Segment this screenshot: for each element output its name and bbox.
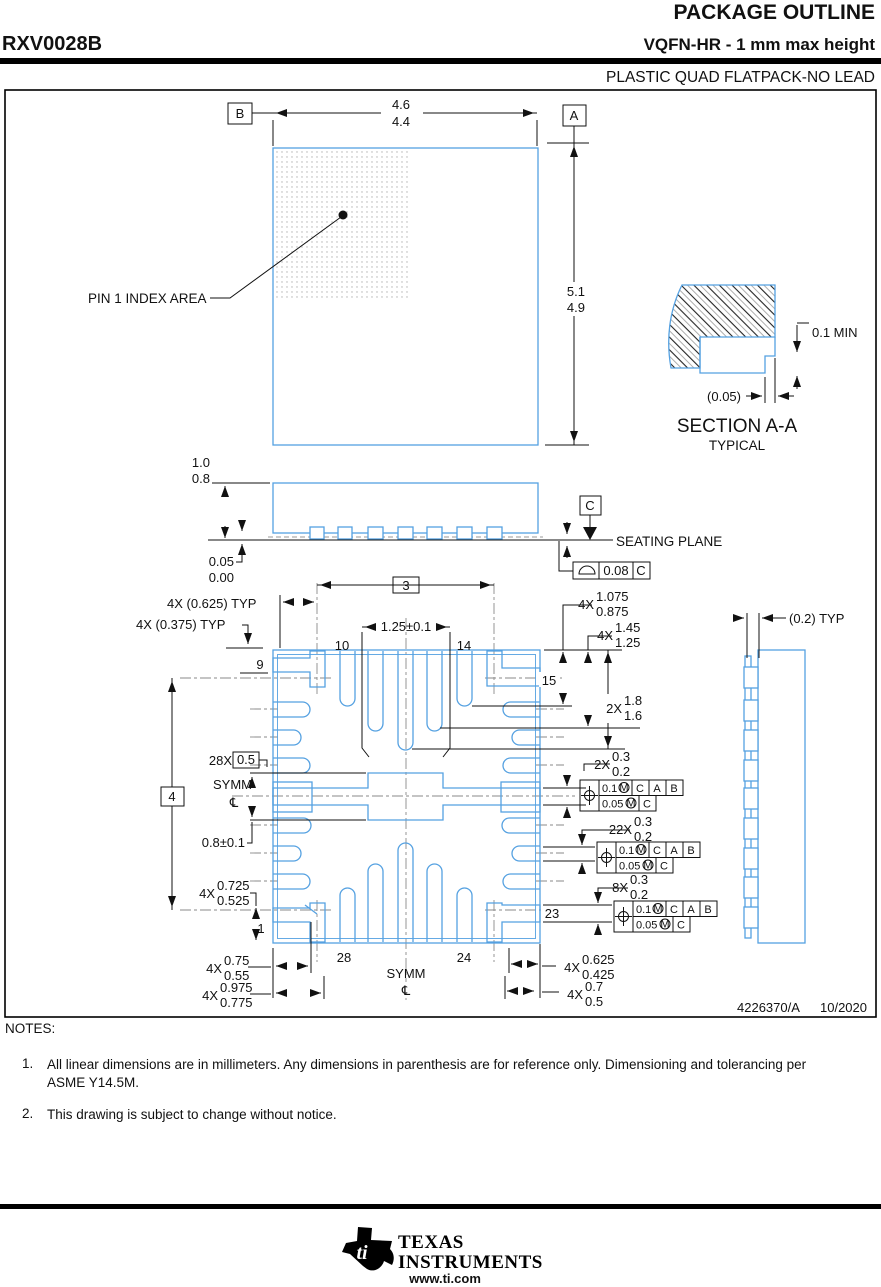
dim-section-lead: (0.05) — [707, 389, 741, 404]
svg-text:22X: 22X — [608, 822, 632, 837]
ti-monogram: ti — [356, 1242, 368, 1264]
notes-section — [5, 1021, 865, 1124]
dim-d5 — [609, 814, 652, 844]
dim-standoff-max: 0.05 — [208, 554, 234, 569]
svg-text:8X: 8X — [612, 880, 628, 895]
dim-d8 — [206, 953, 249, 983]
dim-lead-count: 28X — [208, 753, 232, 768]
svg-text:M: M — [643, 859, 653, 872]
dim-body-height-min: 0.8 — [191, 471, 210, 486]
top-view — [88, 97, 589, 445]
svg-text:M: M — [660, 918, 670, 931]
thermal-pad — [273, 773, 540, 820]
svg-text:0.05: 0.05 — [602, 798, 624, 811]
footer-rule — [0, 1204, 881, 1209]
ti-url: www.ti.com — [409, 1271, 481, 1286]
datum-b-label: B — [235, 106, 245, 121]
note-number: 2. — [22, 1106, 34, 1121]
symm-label-bottom: SYMM — [386, 966, 426, 981]
svg-text:C: C — [653, 845, 661, 857]
side-view — [192, 455, 722, 585]
svg-text:0.1: 0.1 — [619, 845, 635, 857]
drawing-number: 4226370/A — [737, 1000, 800, 1015]
dim-d6 — [612, 872, 648, 902]
right-profile-view — [733, 611, 844, 943]
svg-text:0.3: 0.3 — [612, 749, 631, 764]
datum-a-label: A — [569, 108, 579, 123]
svg-text:0.5: 0.5 — [585, 994, 604, 1009]
svg-text:1.075: 1.075 — [596, 589, 629, 604]
svg-text:A: A — [687, 904, 695, 916]
dim-lead-width: 0.5 — [236, 752, 256, 767]
part-number: RXV0028B — [2, 33, 103, 55]
position-fcf-1 — [580, 780, 683, 811]
svg-text:4X: 4X — [567, 987, 583, 1002]
dim-center-height: 0.8±0.1 — [201, 835, 245, 850]
svg-text:0.625: 0.625 — [582, 952, 615, 967]
seating-plane-symbol-icon — [579, 566, 595, 574]
symm-label-left: SYMM — [213, 777, 252, 792]
texas-map-icon — [342, 1227, 394, 1270]
svg-text:0.05: 0.05 — [619, 860, 641, 873]
dim-d10 — [564, 952, 614, 982]
dim-d11 — [567, 979, 603, 1009]
dim-d1 — [578, 589, 628, 619]
dim-d3 — [597, 693, 655, 723]
dim-basic-height: 4 — [168, 789, 176, 804]
svg-text:M: M — [653, 903, 663, 915]
dim-d2 — [597, 620, 640, 650]
dim-basic-width: 3 — [402, 578, 410, 593]
svg-text:0.55: 0.55 — [224, 968, 250, 983]
dim-d9 — [202, 980, 252, 1010]
position-fcf-2 — [597, 842, 700, 873]
centerline-symbol-bottom: ℄ — [401, 983, 411, 998]
pin-label-9: 9 — [256, 657, 264, 672]
dim-d7 — [199, 878, 249, 908]
brand-word-instruments: INSTRUMENTS — [398, 1252, 543, 1273]
position-fcf-3 — [614, 901, 717, 932]
seating-plane-label: SEATING PLANE — [616, 534, 723, 549]
dim-height-max: 5.1 — [566, 284, 585, 299]
pin-label-1: 1 — [257, 921, 265, 936]
svg-text:C: C — [643, 798, 651, 811]
svg-text:C: C — [636, 783, 644, 795]
svg-text:C: C — [677, 919, 685, 932]
doc-title: PACKAGE OUTLINE — [673, 1, 875, 24]
svg-text:0.775: 0.775 — [220, 995, 253, 1010]
dim-height-min: 4.9 — [566, 300, 585, 315]
pin-label-24: 24 — [456, 950, 472, 965]
dim-d4 — [594, 749, 630, 779]
dim-standoff-min: 0.00 — [208, 570, 234, 585]
svg-text:1.8: 1.8 — [624, 693, 643, 708]
dim-section-step: 0.1 MIN — [812, 325, 858, 340]
note-text: All linear dimensions are in millimeters. Any dimensions in parenthesis are for reference only. Dimensioning and tolerancing per ASME Y14.5M. — [47, 1057, 807, 1090]
svg-text:2X: 2X — [606, 701, 622, 716]
svg-text:0.525: 0.525 — [217, 893, 250, 908]
bottom-view — [136, 577, 717, 1010]
svg-text:0.425: 0.425 — [582, 967, 615, 982]
svg-text:1.6: 1.6 — [624, 708, 643, 723]
section-title: SECTION A-A — [676, 416, 798, 437]
svg-text:0.2: 0.2 — [612, 764, 631, 779]
svg-text:0.3: 0.3 — [630, 872, 649, 887]
pin-label-14: 14 — [456, 638, 472, 653]
dim-width-max: 4.6 — [391, 97, 411, 112]
svg-text:4X: 4X — [564, 960, 580, 975]
package-subtitle: VQFN-HR - 1 mm max height — [643, 35, 875, 54]
note-number: 1. — [22, 1056, 34, 1071]
svg-text:4X: 4X — [206, 961, 222, 976]
pin-label-23: 23 — [544, 906, 560, 921]
pad-corner-15 — [487, 651, 540, 686]
svg-text:0.75: 0.75 — [224, 953, 250, 968]
svg-text:4X: 4X — [597, 628, 613, 643]
svg-text:0.1: 0.1 — [636, 904, 652, 916]
svg-text:A: A — [670, 845, 678, 857]
svg-text:B: B — [687, 845, 695, 857]
notes-heading: NOTES: — [5, 1021, 56, 1036]
section-subtitle: TYPICAL — [708, 438, 766, 453]
svg-text:A: A — [653, 783, 661, 795]
dim-corner-y: 4X (0.375) TYP — [136, 617, 226, 632]
svg-text:4X: 4X — [202, 988, 218, 1003]
svg-text:2X: 2X — [594, 757, 610, 772]
svg-text:M: M — [626, 797, 636, 810]
note-item-2 — [5, 1106, 865, 1124]
svg-text:4X: 4X — [578, 597, 594, 612]
svg-text:C: C — [660, 860, 668, 873]
svg-text:M: M — [619, 782, 629, 794]
svg-text:B: B — [670, 783, 678, 795]
svg-text:M: M — [636, 844, 646, 856]
pin1-index-label: PIN 1 INDEX AREA — [88, 291, 207, 306]
centerline-symbol-left: ℄ — [229, 795, 239, 810]
note-item-1 — [5, 1056, 865, 1092]
brand-word-texas: TEXAS — [398, 1232, 464, 1253]
pin1-index-region — [274, 149, 408, 300]
title-block — [737, 1000, 867, 1015]
svg-text:1.25: 1.25 — [615, 635, 641, 650]
svg-text:0.05: 0.05 — [636, 919, 658, 932]
datum-triangle-icon — [583, 527, 597, 540]
drawing-date: 10/2020 — [820, 1000, 867, 1015]
flatness-datum: C — [636, 563, 646, 578]
pin-label-15: 15 — [541, 673, 557, 688]
svg-text:0.1: 0.1 — [602, 783, 618, 795]
section-hatch-body — [669, 285, 775, 368]
dim-body-height-max: 1.0 — [191, 455, 210, 470]
svg-text:1.45: 1.45 — [615, 620, 641, 635]
svg-text:0.2: 0.2 — [630, 887, 649, 902]
dim-corner-x: 4X (0.625) TYP — [167, 596, 257, 611]
datum-c-label: C — [585, 498, 595, 513]
svg-text:0.875: 0.875 — [596, 604, 629, 619]
pad-corner-23 — [487, 903, 540, 942]
svg-text:0.2: 0.2 — [634, 829, 653, 844]
svg-text:0.7: 0.7 — [585, 979, 604, 994]
section-view — [669, 285, 858, 453]
svg-text:B: B — [704, 904, 712, 916]
package-type: PLASTIC QUAD FLATPACK-NO LEAD — [605, 69, 875, 86]
svg-text:0.3: 0.3 — [634, 814, 653, 829]
dim-width-min: 4.4 — [391, 114, 411, 129]
pin-label-28: 28 — [336, 950, 352, 965]
dim-pitch: 1.25±0.1 — [380, 619, 432, 634]
flatness-tol: 0.08 — [603, 563, 629, 578]
pin-label-10: 10 — [334, 638, 350, 653]
svg-text:C: C — [670, 904, 678, 916]
svg-text:4X: 4X — [199, 886, 215, 901]
svg-text:0.975: 0.975 — [220, 980, 253, 995]
note-text: This drawing is subject to change without notice. — [47, 1107, 337, 1122]
dim-side-typ: (0.2) TYP — [789, 611, 845, 626]
svg-text:0.725: 0.725 — [217, 878, 250, 893]
